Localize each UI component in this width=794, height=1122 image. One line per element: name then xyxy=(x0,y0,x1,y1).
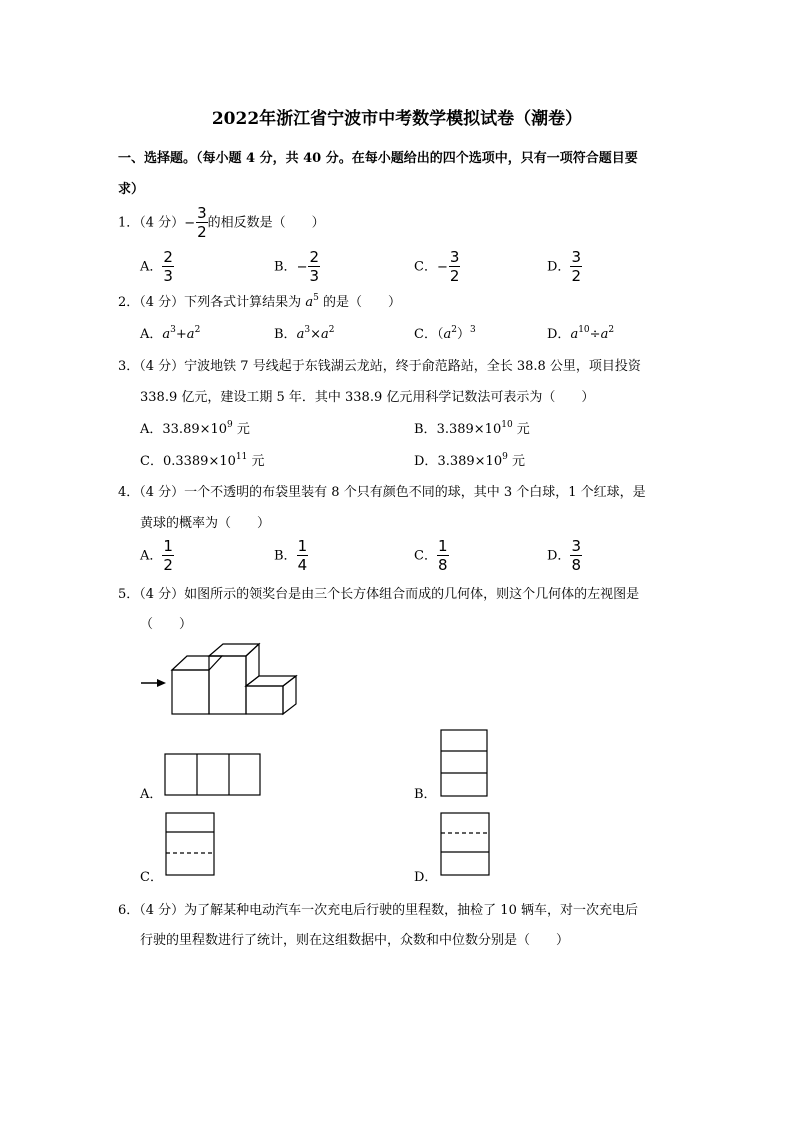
option-label: A． xyxy=(140,327,163,342)
page-title: 2022年浙江省宁波市中考数学模拟试卷（潮卷） xyxy=(211,109,583,129)
unit: 元 xyxy=(512,422,530,437)
option-label: A． xyxy=(140,548,163,564)
unit: 元 xyxy=(507,454,525,469)
denominator: 3 xyxy=(309,267,320,285)
exp: 3 xyxy=(170,325,176,335)
numerator: 3 xyxy=(449,248,460,266)
denominator: 2 xyxy=(571,267,581,285)
var: a xyxy=(162,327,171,342)
option-label: C． xyxy=(414,548,437,564)
var: a xyxy=(600,327,609,342)
var: a xyxy=(296,327,305,342)
operator: ÷ xyxy=(589,327,601,342)
denominator: 2 xyxy=(449,267,460,285)
operator: + xyxy=(175,327,187,342)
section-heading-line1: 一、选择题。（每小题 4 分，共 40 分。在每小题给出的四个选项中，只有一项符合题目要 xyxy=(118,151,638,166)
operator: × xyxy=(310,327,321,342)
minus-sign: − xyxy=(436,259,448,275)
exp: 2 xyxy=(194,325,201,335)
numerator: 1 xyxy=(297,537,308,555)
question-6-line2: 行驶的里程数进行了统计，则在这组数据中，众数和中位数分别是（ ） xyxy=(140,933,570,948)
var: a xyxy=(320,327,329,342)
exp: 10 xyxy=(578,325,590,335)
exp: 9 xyxy=(502,452,508,462)
minus-sign: − xyxy=(296,259,308,275)
q1-prefix: 1．（4 分） xyxy=(118,215,185,231)
question-5-line2: （ ） xyxy=(140,617,193,632)
q1-fraction-numerator: 3 xyxy=(197,204,207,222)
denominator: 3 xyxy=(163,267,173,285)
numerator: 2 xyxy=(309,248,320,266)
var: a xyxy=(443,327,452,342)
unit: 元 xyxy=(247,454,265,469)
question-4-line2: 黄球的概率为（ ） xyxy=(140,516,271,531)
exp: 2 xyxy=(608,325,615,335)
option-label: C． xyxy=(414,259,437,275)
exp: 10 xyxy=(501,420,513,430)
unit: 元 xyxy=(232,422,250,437)
question-5-line1: 5．（4 分）如图所示的领奖台是由三个长方体组合而成的几何体，则这个几何体的左视图是 xyxy=(118,587,640,602)
option-label: A． xyxy=(140,259,163,275)
option-label: B． xyxy=(274,327,297,342)
option-label: A． xyxy=(140,422,163,437)
exp: 3 xyxy=(469,325,476,335)
question-3-line2: 338.9 亿元，建设工期 5 年．其中 338.9 亿元用科学记数法可表示为（ ） xyxy=(140,390,595,405)
option-label: D． xyxy=(547,327,571,342)
numerator: 3 xyxy=(571,248,581,266)
denominator: 8 xyxy=(437,556,448,574)
denominator: 4 xyxy=(297,556,308,574)
denominator: 2 xyxy=(163,556,173,574)
q1-minus-sign: − xyxy=(184,215,196,231)
q1-fraction-denominator: 2 xyxy=(197,223,207,241)
var: a xyxy=(186,327,195,342)
var: a xyxy=(570,327,579,342)
exp: 2 xyxy=(328,325,335,335)
numerator: 1 xyxy=(437,537,448,555)
option-label: B． xyxy=(414,422,437,437)
q5-option-c-label[interactable]: C． xyxy=(140,870,163,885)
numerator: 1 xyxy=(163,537,173,555)
base: 33.89×10 xyxy=(162,422,228,437)
exp: 3 xyxy=(304,325,311,335)
q5-option-b-label[interactable]: B． xyxy=(414,787,437,802)
exp: 9 xyxy=(227,420,233,430)
question-4-line1: 4．（4 分）一个不透明的布袋里装有 8 个只有颜色不同的球，其中 3 个白球，1 个红球，是 xyxy=(118,485,646,500)
q2-text-a: 2．（4 分）下列各式计算结果为 xyxy=(118,295,306,310)
option-label: D． xyxy=(414,454,438,469)
q2-text-b: 的是（ ） xyxy=(318,295,401,310)
q5-option-d-label[interactable]: D． xyxy=(414,870,438,885)
q1-suffix: 的相反数是（ ） xyxy=(207,215,325,231)
paren-open: （ xyxy=(436,327,444,342)
exp: 2 xyxy=(451,325,457,335)
option-label: B． xyxy=(274,259,297,275)
q2-variable: a xyxy=(305,295,314,310)
exp: 11 xyxy=(235,452,248,462)
base: 3.389×10 xyxy=(437,454,503,469)
q2-exponent: 5 xyxy=(313,293,319,303)
option-label: C． xyxy=(140,454,163,469)
section-heading-line2: 求） xyxy=(118,182,145,197)
option-label: B． xyxy=(274,548,297,564)
question-6-line1: 6．（4 分）为了解某种电动汽车一次充电后行驶的里程数，抽检了 10 辆车，对一次充电后 xyxy=(118,903,638,918)
paren-close: ） xyxy=(456,327,470,342)
question-3-line1: 3．（4 分）宁波地铁 7 号线起于东钱湖云龙站，终于俞范路站，全长 38.8 公里，项目投资 xyxy=(118,359,641,374)
numerator: 3 xyxy=(571,537,581,555)
option-label: C． xyxy=(414,327,437,342)
denominator: 8 xyxy=(571,556,581,574)
option-label: D． xyxy=(547,548,571,564)
base: 3.389×10 xyxy=(436,422,502,437)
base: 0.3389×10 xyxy=(162,454,236,469)
q5-option-a-label[interactable]: A． xyxy=(140,787,163,802)
numerator: 2 xyxy=(163,248,173,266)
option-label: D． xyxy=(547,259,571,275)
